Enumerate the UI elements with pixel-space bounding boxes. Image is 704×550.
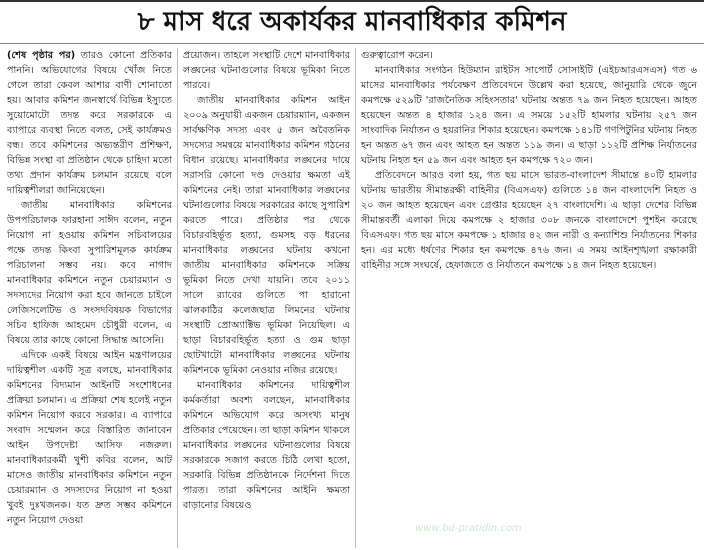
column-2-paragraph-2: জাতীয় মানবাধিকার কমিশন আইন ২০০৯ অনুযায়ী একজন চেয়ারম্যান, একজন সার্বক্ষণিক সদস্য এবং ৫ জন অবৈতনিক সদস্যের সমন্বয়ে মানবাধিকার কমিশন গঠনের বিধান রয়েছে। মানবাধিকার লঙ্ঘনের দায়ে সরাসরি কোনো দণ্ড দেওয়ার ক্ষমতা এই কমিশনের নেই। তারা মানবাধিকার লঙ্ঘনের ঘটনাগুলোর বিষয়ে সরকারের কাছে সুপারিশ করতে পারে। প্রতিষ্ঠার পর থেকে বিচারবহির্ভূত হত্যা, গুমসহ বড় ধরনের মানবাধিকার লঙ্ঘনের ঘটনায় কখনো জাতীয় মানবাধিকার কমিশনকে সক্রিয় ভূমিকা নিতে দেখা যায়নি। তবে ২০১১ সালে র‍্যাবের গুলিতে পা হারানো ঝালকাঠির কলেজছাত্র লিমনের ঘটনায় সংস্থাটি প্রোঅ্যাক্টিভ ভূমিকা নিয়েছিল। এ ছাড়া বিচারবহির্ভূত হত্যা ও গুম ছাড়া ছোটখাটো মানবাধিকার লঙ্ঘনের ঘটনায় কমিশনকে ভূমিকা নেওয়ার নজির রয়েছে। — [183, 95, 350, 376]
column-3-paragraph-1: গুরুত্বারোপ করেন। — [361, 50, 433, 61]
column-1 — [2, 48, 177, 548]
column-3 — [355, 48, 702, 548]
column-2-paragraph-1: প্রয়োজন। তাহলে সংস্থাটি দেশে মানবাধিকার লঙ্ঘনের ঘটনাগুলোর বিষয়ে ভূমিকা নিতে পারবে। — [183, 50, 350, 91]
column-3-paragraph-2: মানবাধিকার সংগঠন হিউম্যান রাইটস সাপোর্ট সোসাইটি (এইচআরএসএস) গত ৬ মাসের মানবাধিকার পর্যবেক্ষণ প্রতিবেদনে উল্লেখ করা হয়েছে, জানুয়ারি থেকে জুনে কমপক্ষে ৫২৯টি 'রাজনৈতিক সহিংসতার' ঘটনায় অন্তত ৭৯ জন নিহত হয়েছেন। আহত হয়েছেন অন্তত ৪ হাজার ১২৪ জন। এ সময়ে ১৫২টি হামলার ঘটনায় ২৫৭ জন সাংবাদিক নির্যাতন ও হয়রানির শিকার হয়েছেন। কমপক্ষে ১৪১টি গণপিটুনির ঘটনায় নিহত হন অন্তত ৬৭ জন এবং আহত হন অন্তত ১১৯ জন। এ ছাড়া ১১২টি প্রশিক্ষ নির্যাতনের ঘটনায় নিহত হন ৫৯ জন এবং আহত হন কমপক্ষে ৭২০ জন। — [361, 65, 697, 166]
article-body — [2, 48, 702, 548]
column-1-paragraph-1 — [7, 48, 172, 198]
article-headline: ৮ মাস ধরে অকার্যকর মানবাধিকার কমিশন — [0, 0, 704, 44]
column-2-paragraph-3: মানবাধিকার কমিশনের দায়িত্বশীল কর্মকর্তারা অবশ্য বলছেন, মানবাধিকার কমিশনে অভিযোগ করে অসংখ্য মানুষ প্রতিকার পেয়েছেন। তা ছাড়া কমিশন থাকলে মানবাধিকার লঙ্ঘনের ঘটনাগুলোর বিষয়ে সরকারকে সজাগ করতে চিঠি লেখা হতো, সরকারি বিভিন্ন প্রতিষ্ঠানকে নির্দেশনা দিতে পারত। তারা কমিশনের আইনি ক্ষমতা বাড়ানোর বিষয়েও — [183, 380, 350, 511]
continuation-marker: (শেষ পৃষ্ঠার পর) — [7, 50, 76, 61]
watermark: www.bd-pratidin.com — [415, 523, 522, 534]
column-2 — [177, 48, 355, 548]
column-1-paragraph-2: জাতীয় মানবাধিকার কমিশনের উপপরিচালক ফারহানা সাঈদ বলেন, নতুন নিয়োগ না হওয়ায় কমিশন সচিবালয়ের পক্ষে তদন্ত কিংবা সুপারিশমূলক কার্যক্রম পরিচালনা সম্ভব নয়। কবে নাগাদ মানবাধিকার কমিশনে নতুন চেয়ারম্যান ও সদস্যদের নিয়োগ করা হবে জানতে চাইলে লেজিসলেটিভ ও সংসদবিষয়ক বিভাগের সচিব হাফিজ আহমেদ চৌধুরী বলেন, এ বিষয়ে তার কাছে কোনো সিদ্ধান্ত আসেনি। — [7, 200, 172, 346]
column-3-paragraph-3: প্রতিবেদনে আরও বলা হয়, গত ছয় মাসে ভারত-বাংলাদেশ সীমান্তে ৪০টি হামলার ঘটনায় ভারতীয় সীমান্তরক্ষী বাহিনীর (বিএসএফ) গুলিতে ১৪ জন বাংলাদেশি নিহত ও ২০ জন আহত হয়েছেন এবং গ্রেপ্তার হয়েছেন ২৭ বাংলাদেশি। এ ছাড়া দেশের বিভিন্ন সীমান্তবর্তী এলাকা দিয়ে কমপক্ষে ২ হাজার ৩০৮ জনকে বাংলাদেশে পুশইন করেছে বিএসএফ। গত ছয় মাসে কমপক্ষে ১ হাজার ৪২ জন নারী ও কন্যাশিশু নির্যাতনের শিকার হন। এর মধ্যে ধর্ষণের শিকার হন কমপক্ষে ৪৭৬ জন। এ সময় আইনশৃঙ্খলা রক্ষাকারী বাহিনীর সঙ্গে সংঘর্ষে, হেফাজতে ও নির্যাতনে কমপক্ষে ১৪ জন নিহত হয়েছেন। — [361, 170, 697, 271]
column-1-paragraph-3: এদিকে একই বিষয়ে আইন মন্ত্রণালয়ের দায়িত্বশীল একটি সূত্র বলছে, মানবাধিকার কমিশনের বিদ্যমান আইনটি সংশোধনের প্রক্রিয়া চলমান। এ প্রক্রিয়া শেষ হলেই নতুন কমিশন নিয়োগ করবে সরকার। এ ব্যাপারে সংবাদ সম্মেলন করে বিস্তারিত জানাবেন আইন উপদেষ্টা আসিফ নজরুল। মানবাধিকারকর্মী খুশী কবির বলেন, আট মাসেও জাতীয় মানবাধিকার কমিশনে নতুন চেয়ারম্যান ও সদস্যদের নিয়োগ না হওয়া খুবই দুঃখজনক। যত দ্রুত সম্ভব কমিশনে নতুন নিয়োগ দেওয়া — [7, 350, 172, 526]
column-1-text-1: তারও কোনো প্রতিকার পাননি। অভিযোগের বিষয়ে খোঁজ নিতে গেলে তারা কেবল আশার বাণী শোনাতো হয়। আবার কমিশন জনস্বার্থে বিভিন্ন ইস্যুতে সুয়োমোটো তদন্ত করে সরকারকে এ ব্যাপারে ব্যবস্থা নিতে বলত, সেই কার্যক্রমও বন্ধ। তবে কমিশনের অভ্যন্তরীণ প্রশিক্ষণ, বিভিন্ন সংস্থা বা প্রতিষ্ঠান থেকে চাহিদা মতো তথ্য প্রদান কার্যক্রম চলমান রয়েছে বলে দায়িত্বশীলরা জানিয়েছেন। — [7, 50, 172, 196]
